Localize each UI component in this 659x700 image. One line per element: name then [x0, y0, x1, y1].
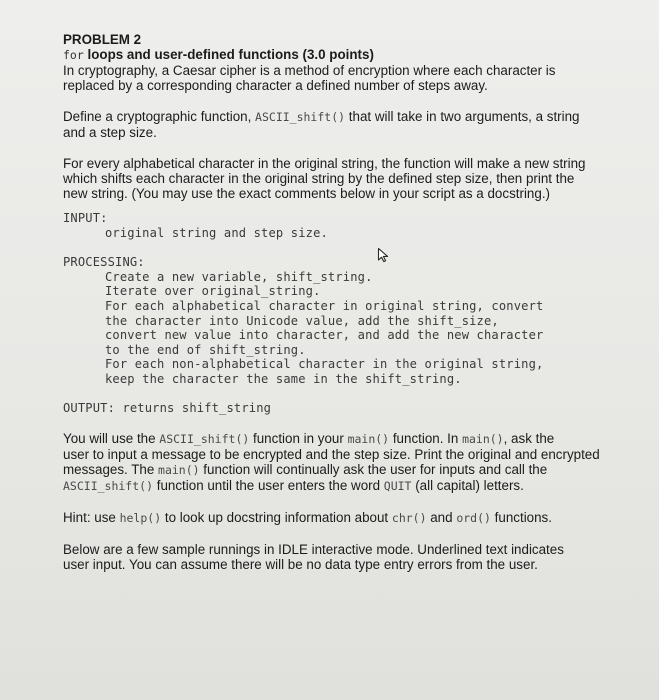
define-paragraph — [63, 109, 583, 140]
subtitle-text: loops and user-defined functions (3.0 points) — [83, 47, 374, 62]
docstring-block — [63, 211, 583, 415]
usage-text: function until the user enters the word — [153, 478, 384, 494]
usage-line-3 — [63, 462, 583, 478]
usage-line-2: user to input a message to be encrypted and the step size. Print the original and encrypted — [63, 447, 600, 463]
input-line: original string and step size. — [105, 225, 328, 240]
usage-text: messages. The — [63, 462, 159, 478]
hint-text: functions. — [490, 510, 552, 526]
usage-text: function. In — [389, 431, 463, 447]
usage-line-1 — [63, 431, 583, 447]
hint-paragraph — [63, 510, 583, 526]
hint-code: chr() — [391, 511, 427, 526]
usage-code: main() — [462, 432, 504, 447]
every-line-1: For every alphabetical character in the original string, the function will make a new string — [63, 156, 586, 171]
usage-text: (all capital) letters. — [411, 478, 524, 494]
usage-text: You will use the — [63, 431, 160, 447]
processing-line: the character into Unicode value, add the shift_size, — [105, 313, 499, 328]
define-line-1 — [63, 109, 583, 125]
subtitle-code: for — [63, 48, 84, 62]
problem-document — [63, 32, 600, 573]
every-paragraph — [63, 156, 586, 201]
mouse-pointer-icon — [377, 247, 391, 263]
usage-code: QUIT — [383, 479, 412, 494]
usage-code: ASCII_shift() — [159, 432, 250, 447]
hint-code: ord() — [456, 511, 491, 526]
processing-line: For each non-alphabetical character in the original string, — [105, 357, 544, 372]
usage-line-4 — [63, 478, 583, 494]
usage-code: main() — [158, 463, 200, 478]
processing-line: keep the character the same in the shift_string. — [105, 371, 462, 386]
define-text-pre: Define a cryptographic function, — [63, 109, 256, 124]
intro-line-1: In cryptography, a Caesar cipher is a method of encryption where each character is — [63, 63, 556, 78]
define-line-2: and a step size. — [63, 125, 157, 140]
define-code: ASCII_shift() — [255, 110, 346, 124]
hint-code: help() — [119, 511, 162, 526]
processing-line: to the end of shift_string. — [105, 342, 306, 357]
below-line-1: Below are a few sample runnings in IDLE interactive mode. Underlined text indicates — [63, 542, 564, 558]
usage-code: main() — [347, 432, 390, 447]
below-line-2: user input. You can assume there will be no data type entry errors from the user. — [63, 557, 538, 573]
hint-text: Hint: use — [63, 510, 120, 526]
hint-text: and — [426, 510, 457, 526]
every-line-3: new string. (You may use the exact comments below in your script as a docstring.) — [63, 186, 550, 201]
usage-code: ASCII_shift() — [63, 479, 154, 494]
usage-paragraph — [63, 431, 600, 494]
processing-line: convert new value into character, and add the new character — [105, 328, 544, 343]
processing-line: Create a new variable, shift_string. — [105, 269, 373, 284]
usage-text: function in your — [249, 431, 348, 447]
below-paragraph — [63, 542, 583, 572]
usage-text: function will continually ask the user for inputs and call the — [199, 462, 548, 478]
processing-line: For each alphabetical character in original string, convert — [105, 298, 544, 313]
every-line-2: which shifts each character in the original string by the defined step size, then print the — [63, 171, 575, 186]
hint-text: to look up docstring information about — [161, 510, 392, 526]
processing-line: Iterate over original_string. — [105, 284, 321, 299]
hint-line — [63, 510, 583, 526]
output-line: OUTPUT: returns shift_string — [63, 400, 272, 415]
processing-label: PROCESSING: — [63, 255, 145, 270]
problem-title: PROBLEM 2 — [63, 32, 142, 47]
problem-subtitle — [63, 47, 583, 63]
define-text-post: that will take in two arguments, a string — [345, 109, 580, 124]
usage-text: , ask the — [503, 431, 555, 447]
intro-line-2: replaced by a corresponding character a defined number of steps away. — [63, 78, 488, 93]
input-label: INPUT: — [63, 211, 108, 225]
